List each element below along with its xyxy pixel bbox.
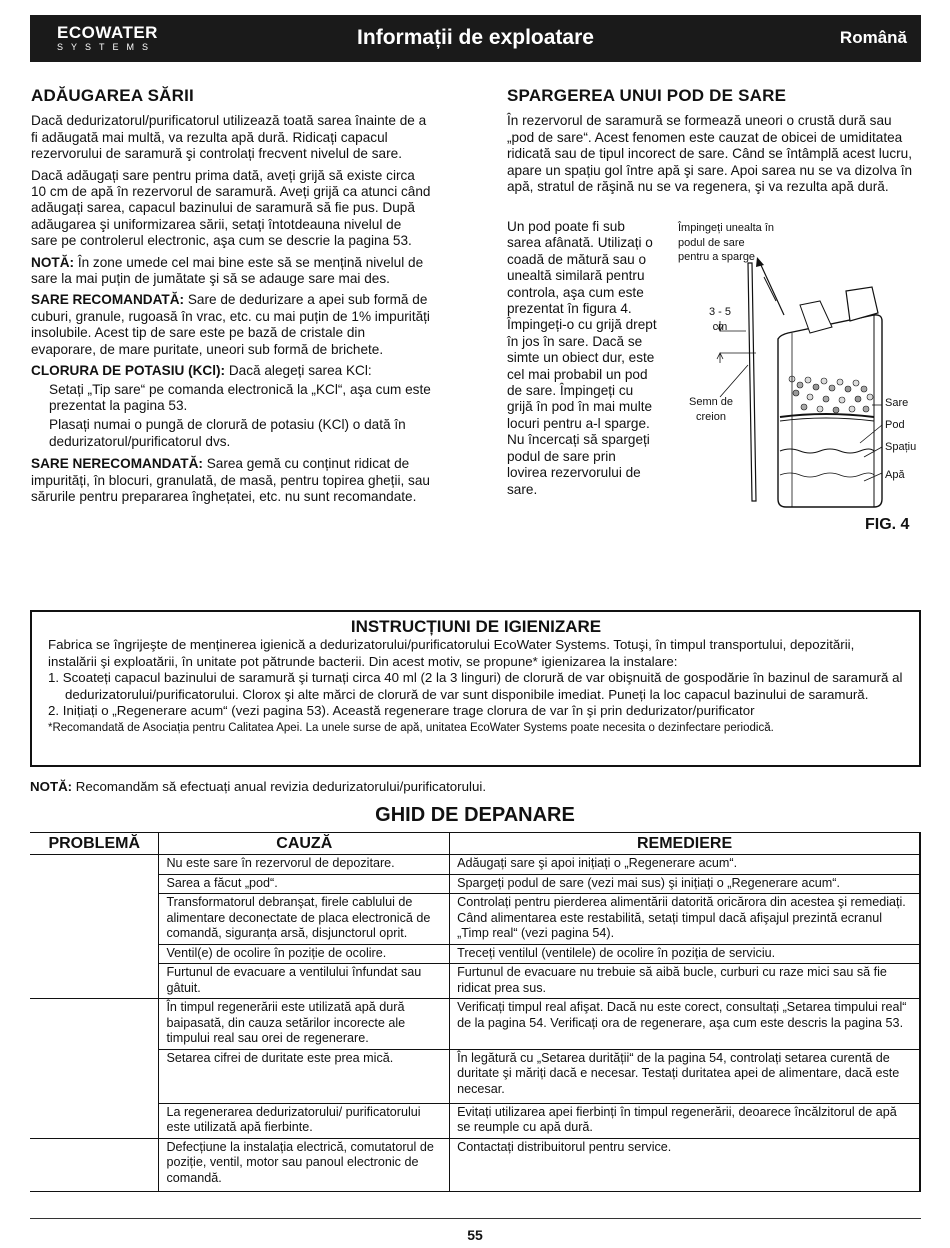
adding-salt-paragraph-2: Dacă adăugați sare pentru prima dată, aveți grijă să existe circa 10 cm de apă în rezervorul de saramură. Aveți grijă ca atunci când adăugați sarea, capacul bazinului de saramură să fie pus. După adăugarea şi uniformizarea sării, setați întotdeauna nivelul de sare pe controlerul electronic, aşa cum se descrie la pagina 53. [31, 167, 431, 249]
footer-rule [30, 1218, 921, 1219]
page-number: 55 [467, 1227, 483, 1243]
table-row [30, 1138, 920, 1191]
space-label: Spațiu [885, 441, 917, 453]
table-row [30, 894, 920, 945]
bridge-label: Pod [885, 419, 905, 431]
annual-note-text: Recomandăm să efectuați anual revizia dedurizatorului/purificatorului. [72, 779, 487, 794]
cause-cell: La regenerarea dedurizatorului/ purificatorului este utilizată apă fierbinte. [159, 1103, 450, 1138]
humid-note [31, 255, 431, 288]
brand-name: ECOWATER [57, 23, 158, 42]
table-row [30, 855, 920, 875]
problem-cell [30, 999, 159, 1139]
table-row [30, 999, 920, 1050]
cause-cell: Nu este sare în rezervorul de depozitare. [159, 855, 450, 875]
figure-4 [660, 217, 922, 547]
water-label: Apă [885, 469, 905, 481]
cause-cell: Setarea cifrei de duritate este prea mică. [159, 1049, 450, 1103]
measure-label: 3 - 5 cm [708, 306, 731, 333]
sanitizing-step-2: 2. Inițiați o „Regenerare acum“ (vezi pagina 53). Această regenerare trage clorura de var în şi prin dedurizator/purificator [48, 703, 755, 719]
column-header-cause: CAUZĂ [159, 833, 450, 855]
page-header [30, 15, 921, 62]
table-row [30, 1049, 920, 1103]
salt-bridge-paragraph-2: Un pod poate fi sub sarea afânată. Utilizați o coadă de mătură sau o unealtă similară pentru controla, aşa cum este prezentat în figura 4. Împingeți-o cu grijă drept în jos în sare. Dacă se simte un obiect dur, este cel mai probabil un pod de sare. Împingeți cu grijă în pod în mai multe locuri pentru a-l sparge. Nu încercați să spargeți podul de sare prin lovirea rezervorului de sare. [507, 219, 657, 497]
table-row [30, 874, 920, 894]
push-tool-label: Împingeți unealta în podul de sare pentru a sparge [678, 222, 775, 263]
cause-cell: Ventil(e) de ocolire în poziție de ocolire. [159, 944, 450, 964]
not-recommended-label: SARE NERECOMANDATĂ: [31, 456, 203, 472]
broom-handle [748, 263, 756, 501]
table-row [30, 1103, 920, 1138]
language-label: Română [839, 28, 907, 47]
remedy-cell: Treceți ventilul (ventilele) de ocolire în poziția de serviciu. [450, 944, 920, 964]
kcl-label: CLORURA DE POTASIU (KCl): [31, 363, 226, 379]
table-row [30, 964, 920, 999]
kcl-step-1: Setați „Tip sare“ pe comanda electronică la „KCl“, aşa cum este prezentat la pagina 53. [49, 381, 431, 413]
recommended-salt-text: Sare de dedurizare a apei sub formă de cuburi, granule, rugoasă în vrac, etc. cu mai puțin de 1% impurități insolubile. Acest tip de sare este pe bază de cristale din evaporare, de mare puritate, uneori sub formă de brichete. [31, 292, 430, 357]
sanitizing-instructions-box [30, 610, 921, 767]
sanitizing-heading: INSTRUCȚIUNI DE IGIENIZARE [350, 617, 602, 636]
column-header-problem: PROBLEMĂ [30, 833, 159, 855]
adding-salt-section [31, 88, 431, 510]
cause-cell: În timpul regenerării este utilizată apă dură baipasată, din cauza setărilor incorecte ale timpului real sau orei de regenerare. [159, 999, 450, 1050]
figure-number: FIG. 4 [865, 516, 910, 533]
remedy-cell: Spargeți podul de sare (vezi mai sus) şi inițiați o „Regenerare acum“. [450, 874, 920, 894]
salt-bridge-paragraph-1: În rezervorul de saramură se formează uneori o crustă dură sau „pod de sare“. Acest fenomen este cauzat de obicei de umiditatea ridicată sau de tipul incorect de sare. Când se întâmplă acest lucru, apare un spațiu gol între apă şi sare. Apoi sarea nu se va dizolva în apă, stratul de răşină nu se va regenera, şi va rezulta apă dură. [507, 113, 913, 195]
troubleshooting-table [30, 832, 921, 1192]
annual-note-label: NOTĂ: [30, 779, 73, 794]
cause-cell: Sarea a făcut „pod“. [159, 874, 450, 894]
adding-salt-heading: ADĂUGAREA SĂRII [31, 86, 194, 105]
pencil-mark-label: Semn de creion [688, 396, 734, 423]
salt-bridge-heading: SPARGEREA UNUI POD DE SARE [507, 86, 787, 105]
kcl-text: Dacă alegeți sarea KCl: [225, 363, 372, 379]
remedy-cell: Evitați utilizarea apei fierbinți în timpul regenerării, deoarece încălzitorul de apă se reumple cu apă dură. [450, 1103, 920, 1138]
sanitizing-step-1: 1. Scoateți capacul bazinului de saramură şi turnați circa 40 ml (2 la 3 linguri) de clorură de var obişnuită de gospodărie în bazinul de saramură al dedurizatorului/purificatorului. Clorox şi alte mărci de clorură de var sunt disponibile imediat. Puneți la loc capacul bazinului de saramură. [48, 670, 903, 702]
troubleshooting-title: GHID DE DEPANARE [375, 804, 575, 826]
brand-subtitle: SYSTEMS [57, 42, 157, 52]
recommended-salt-label: SARE RECOMANDATĂ: [31, 292, 185, 308]
not-recommended-text: Sarea gemă cu conținut ridicat de impurități, în blocuri, granulată, de masă, pentru topirea gheții, sau sărurile pentru prepararea înghețatei, etc. nu sunt recomandate. [31, 456, 430, 504]
table-row [30, 944, 920, 964]
remedy-cell: Controlați pentru pierderea alimentării datorită oricărora din acestea şi remediați. Când alimentarea este restabilită, setați timpul dacă afişajul prezintă ecranul „Timp real“ (vezi pagina 54). [450, 894, 920, 945]
problem-cell [30, 1138, 159, 1191]
kcl-step-2: Plasați numai o pungă de clorură de potasiu (KCl) o dată în dedurizatorul/purificatorul dvs. [49, 417, 406, 449]
recommended-salt [31, 292, 431, 358]
page-title: Informații de exploatare [357, 26, 594, 49]
sanitizing-footnote: *Recomandată de Asociația pentru Calitatea Apei. La unele surse de apă, unitatea EcoWater Systems poate necesita o dezinfectare periodică. [48, 722, 774, 735]
cause-cell: Defecțiune la instalația electrică, comutatorul de poziție, ventil, motor sau panoul electronic de comandă. [159, 1138, 450, 1191]
note-label: NOTĂ: [31, 254, 75, 270]
remedy-cell: Contactați distribuitorul pentru service. [450, 1138, 920, 1191]
annual-service-note [30, 779, 486, 794]
remedy-cell: În legătură cu „Setarea durității“ de la pagina 54, controlați setarea curentă de duritate şi măriți dacă e necesar. Testați duritatea apei de alimentare, dacă este necesar. [450, 1049, 920, 1103]
cause-cell: Furtunul de evacuare a ventilului înfundat sau gâtuit. [159, 964, 450, 999]
remedy-cell: Adăugați sare şi apoi inițiați o „Regenerare acum“. [450, 855, 920, 875]
table-header-row [30, 833, 920, 855]
adding-salt-paragraph-1: Dacă dedurizatorul/purificatorul utilizează toată sarea înainte de a fi adăugată mai multă, va rezulta apă dură. Ridicați capacul rezervorului de saramură şi controlați frecvent nivelul de sare. [31, 113, 427, 162]
note-text: În zone umede cel mai bine este să se mențină nivelul de sare la mai puțin de jumătate şi să se adauge sare mai des. [31, 254, 424, 287]
remedy-cell: Verificați timpul real afişat. Dacă nu este corect, consultați „Setarea timpului real“ de la pagina 54. Verificați ora de regenerare, aşa cum este descris la pagina 53. [450, 999, 920, 1050]
salt-bridge-section [507, 88, 917, 200]
problem-cell [30, 855, 159, 999]
not-recommended-salt [31, 456, 431, 505]
sanitizing-intro: Fabrica se îngrijeşte de menținerea igienică a dedurizatorului/purificatorului EcoWater Systems. Totuşi, în timpul transportului, depozitării, instalării şi exploatării, în unitate pot pătrunde bacterii. Din acest motiv, se propune* igienizarea la instalare: [48, 637, 855, 669]
salt-label: Sare [885, 397, 909, 409]
kcl-paragraph [31, 363, 431, 379]
remedy-cell: Furtunul de evacuare nu trebuie să aibă bucle, curburi cu raze mici sau să fie ridicat prea sus. [450, 964, 920, 999]
column-header-remedy: REMEDIERE [450, 833, 920, 855]
cause-cell: Transformatorul debranşat, firele cablului de alimentare deconectate de placa electronică de comandă, siguranța arsă, disjunctorul oprit. [159, 894, 450, 945]
